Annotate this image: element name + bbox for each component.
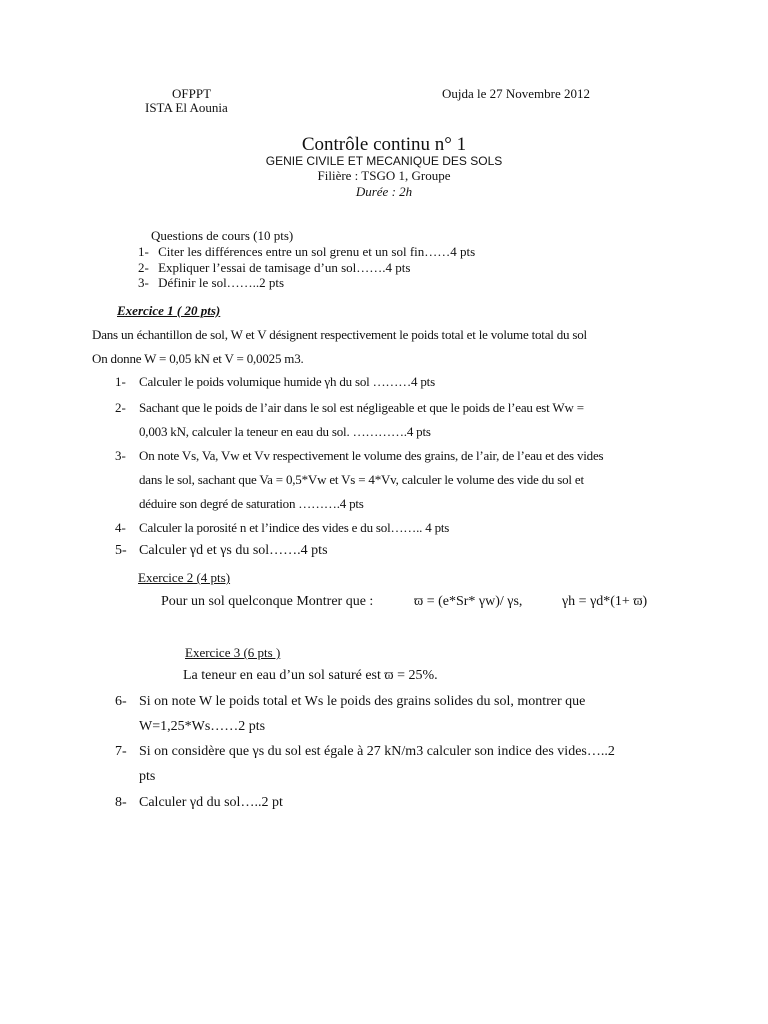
item-text: Citer les différences entre un sol grenu et un sol fin……4 pts bbox=[158, 244, 476, 259]
item-text: Définir le sol……..2 pts bbox=[158, 275, 285, 290]
exercise-2-heading: Exercice 2 (4 pts) bbox=[138, 570, 231, 585]
item-text: On note Vs, Va, Vw et Vv respectivement le volume des grains, de l’air, de l’eau et des vides bbox=[139, 448, 604, 463]
item-text: dans le sol, sachant que Va = 0,5*Vw et Vs = 4*Vv, calculer le volume des vide du sol et bbox=[139, 472, 584, 487]
question-item bbox=[138, 275, 284, 291]
item-text: Si on note W le poids total et Ws le poids des grains solides du sol, montrer que bbox=[139, 694, 586, 709]
item-number: 3- bbox=[115, 448, 126, 463]
exercise-1-intro-line: On donne W = 0,05 kN et V = 0,0025 m3. bbox=[92, 351, 304, 366]
item-text: Si on considère que γs du sol est égale à 27 kN/m3 calculer son indice des vides…..2 bbox=[139, 744, 615, 759]
item-number: 5- bbox=[115, 543, 127, 558]
exercise-3-heading: Exercice 3 (6 pts ) bbox=[185, 645, 281, 660]
item-text: pts bbox=[139, 769, 156, 784]
item-text: W=1,25*Ws……2 pts bbox=[139, 719, 266, 734]
exercise-1-intro-line: Dans un échantillon de sol, W et V désignent respectivement le poids total et le volume total du sol bbox=[92, 327, 587, 342]
item-number: 7- bbox=[115, 744, 127, 759]
item-text: Expliquer l’essai de tamisage d’un sol…….4 pts bbox=[158, 260, 411, 275]
formula-2: γh = γd*(1+ ϖ) bbox=[562, 594, 648, 609]
exercise-3-intro: La teneur en eau d’un sol saturé est ϖ = 25%. bbox=[183, 668, 438, 683]
formula-1: ϖ = (e*Sr* γw)/ γs, bbox=[414, 594, 523, 609]
item-text: 0,003 kN, calculer la teneur en eau du sol. ………….4 pts bbox=[139, 424, 431, 439]
item-number: 6- bbox=[115, 694, 127, 709]
page-title: Contrôle continu n° 1 bbox=[301, 134, 467, 155]
subject: GENIE CIVILE ET MECANIQUE DES SOLS bbox=[265, 154, 503, 168]
question-item bbox=[138, 260, 410, 276]
item-number: 4- bbox=[115, 520, 126, 535]
item-text: Calculer γd du sol…..2 pt bbox=[139, 795, 283, 810]
item-text: déduire son degré de saturation ……….4 pts bbox=[139, 496, 364, 511]
item-text: Calculer le poids volumique humide γh du sol ………4 pts bbox=[139, 374, 435, 389]
exercise-2-statement: Pour un sol quelconque Montrer que : bbox=[161, 594, 374, 609]
item-text: Calculer γd et γs du sol…….4 pts bbox=[139, 543, 328, 558]
question-item bbox=[138, 244, 475, 260]
school-name: ISTA El Aounia bbox=[145, 100, 228, 115]
item-text: Sachant que le poids de l’air dans le sol est négligeable et que le poids de l’eau est Ww = bbox=[139, 400, 584, 415]
item-text: Calculer la porosité n et l’indice des vides e du sol…….. 4 pts bbox=[139, 520, 450, 535]
item-number: 1- bbox=[138, 244, 149, 259]
item-number: 3- bbox=[138, 275, 149, 290]
place-date: Oujda le 27 Novembre 2012 bbox=[442, 86, 591, 101]
duree: Durée : 2h bbox=[355, 184, 413, 199]
item-number: 8- bbox=[115, 795, 127, 810]
org-name: OFPPT bbox=[172, 86, 212, 101]
item-number: 2- bbox=[138, 260, 149, 275]
item-number: 1- bbox=[115, 374, 126, 389]
exercise-1-heading: Exercice 1 ( 20 pts) bbox=[117, 303, 221, 318]
item-number: 2- bbox=[115, 400, 126, 415]
filiere: Filière : TSGO 1, Groupe bbox=[317, 168, 451, 183]
questions-heading: Questions de cours (10 pts) bbox=[151, 228, 294, 243]
